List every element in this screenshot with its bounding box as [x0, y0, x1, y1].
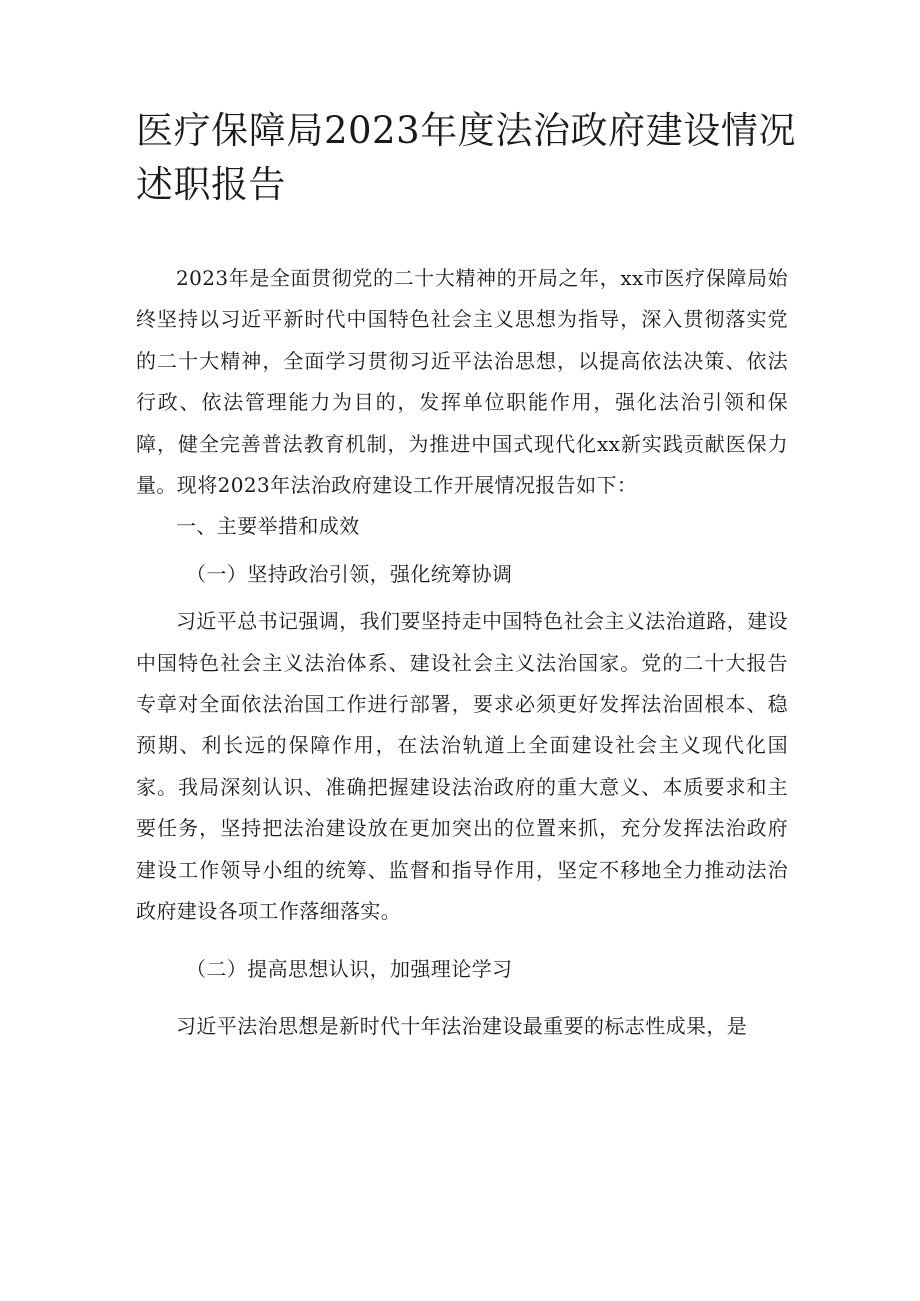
document-title: 医疗保障局2023年度法治政府建设情况述职报告 — [136, 109, 796, 206]
subsection-1-paragraph: 习近平总书记强调，我们要坚持走中国特色社会主义法治道路，建设中国特色社会主义法治体系、建设社会主义法治国家。党的二十大报告专章对全面依法治国工作进行部署，要求必须更好发挥法治固根本、稳预期、利长远的保障作用，在法治轨道上全面建设社会主义现代化国家。我局深刻认识、准确把握建设法治政府的重大意义、本质要求和主要任务，坚持把法治建设放在更加突出的位置来抓，充分发挥法治政府建设工作领导小组的统筹、监督和指导作用，坚定不移地全力推动法治政府建设各项工作落细落实。 — [136, 609, 788, 924]
document-body — [136, 258, 788, 1047]
intro-paragraph: 2023年是全面贯彻党的二十大精神的开局之年，xx市医疗保障局始终坚持以习近平新时代中国特色社会主义思想为指导，深入贯彻落实党的二十大精神，全面学习贯彻习近平法治思想，以提高依法决策、依法行政、依法管理能力为目的，发挥单位职能作用，强化法治引领和保障，健全完善普法教育机制，为推进中国式现代化xx新实践贡献医保力量。现将2023年法治政府建设工作开展情况报告如下： — [136, 266, 788, 498]
section-heading-1: 一、主要举措和成效 — [176, 514, 360, 539]
subsection-heading-1: （一）坚持政治引领，强化统筹协调 — [186, 561, 513, 586]
subsection-2-paragraph: 习近平法治思想是新时代十年法治建设最重要的标志性成果，是 — [176, 1013, 748, 1038]
subsection-heading-2: （二）提高思想认识，加强理论学习 — [186, 956, 513, 981]
